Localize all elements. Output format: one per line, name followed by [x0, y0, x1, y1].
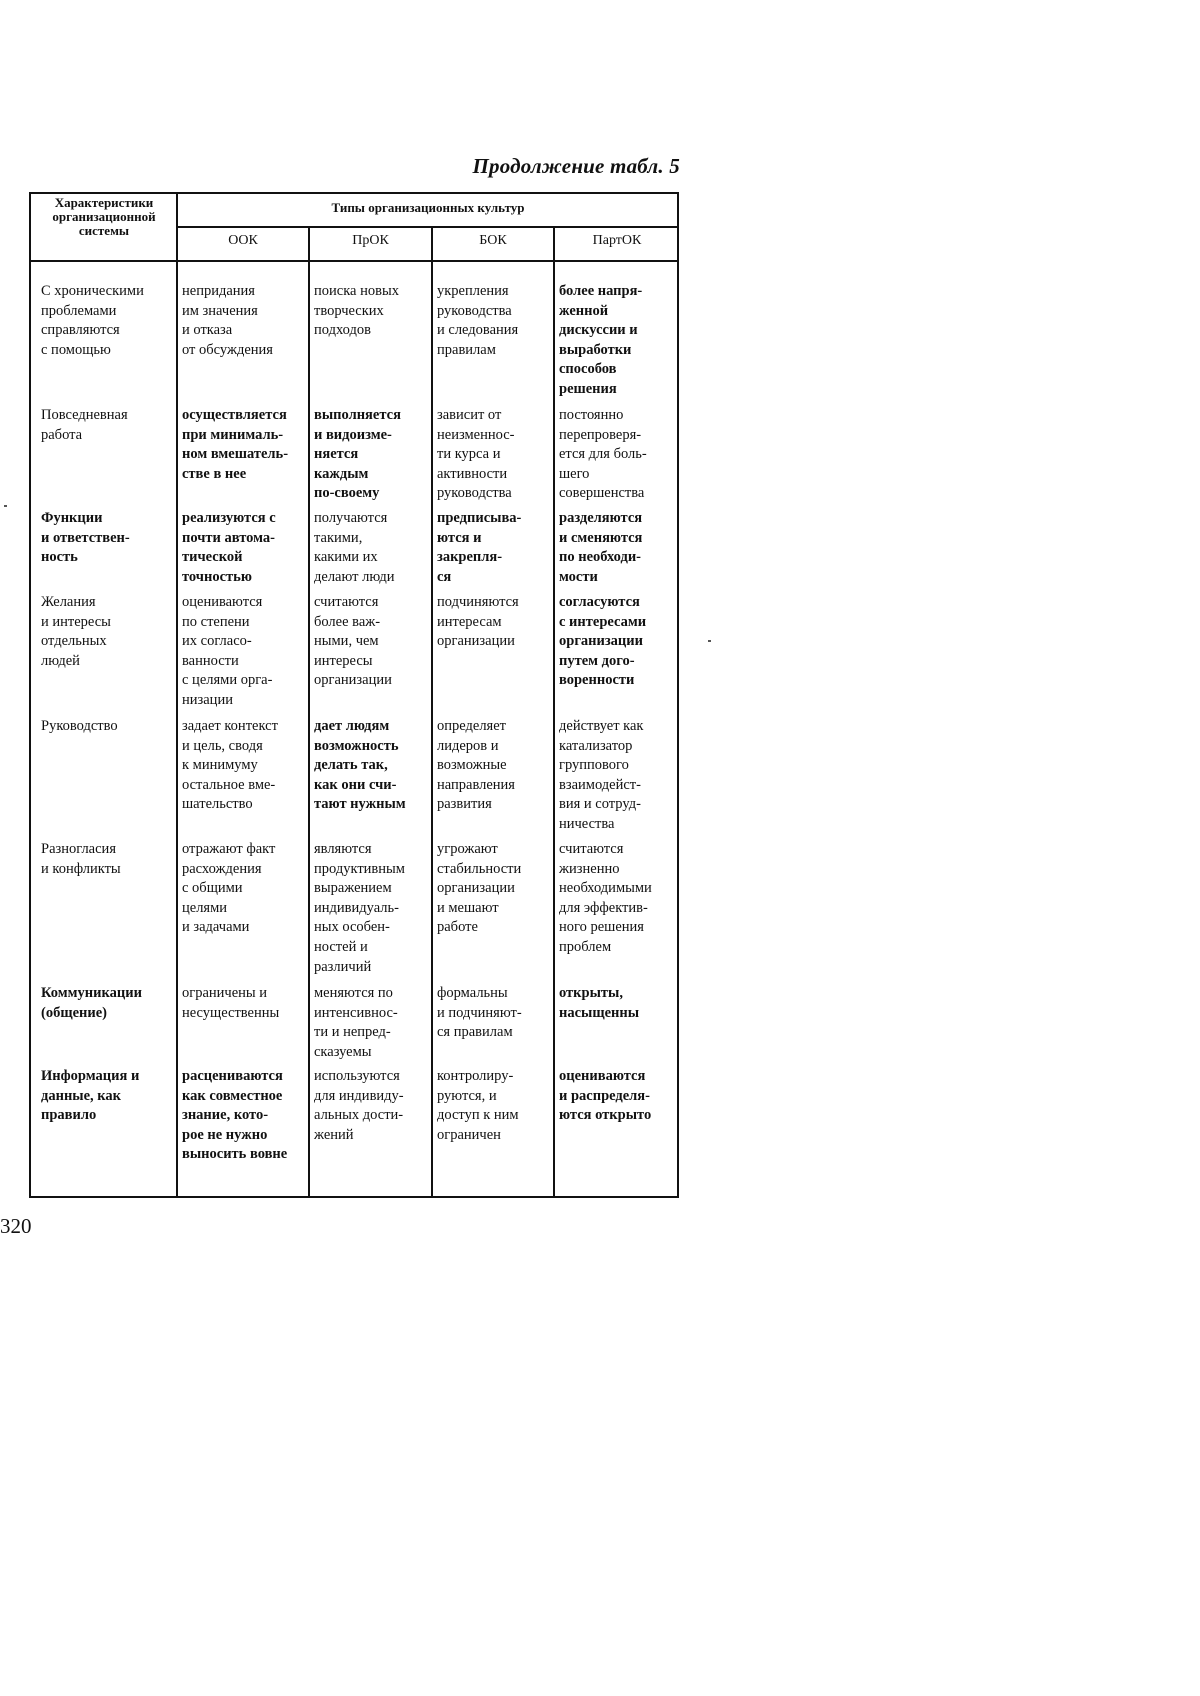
table-cell: угрожают стабильности организации и мешают работе [437, 841, 522, 936]
table-cell: дает людям возможность делать так, как они счи- тают нужным [314, 718, 406, 813]
row-label: Коммуникации (общение) [41, 985, 142, 1021]
table-cell: осуществляется при минималь- ном вмешатель- стве в нее [182, 407, 289, 482]
row-label: Функции и ответствен- ность [41, 510, 130, 566]
row-label: Разногласия и конфликты [41, 841, 121, 877]
culture-types-table [29, 192, 679, 1198]
table-cell: задает контекст и цель, сводя к минимуму остальное вме- шательство [182, 718, 278, 813]
column-header-prok: ПрОК [352, 233, 389, 248]
table-cell: получаются такими, какими их делают люди [314, 510, 395, 585]
table-cell: расцениваются как совместное знание, кото- рое не нужно выносить вовне [182, 1068, 288, 1163]
table-cell: зависит от неизменнос- ти курса и активности руководства [437, 407, 515, 502]
column-header-partok: ПартОК [592, 233, 642, 248]
table-cell: отражают факт расхождения с общими целями и задачами [182, 841, 276, 936]
row-label: Повседневная работа [41, 407, 128, 443]
table-cell: поиска новых творческих подходов [314, 283, 399, 339]
row-label: С хроническими проблемами справляются с помощью [41, 283, 144, 358]
column-header-bok: БОК [479, 233, 507, 248]
table-cell: оцениваются по степени их согласо- ванности с целями орга- низации [182, 594, 273, 708]
column-divider [431, 226, 433, 1196]
table-cell: более напря- женной дискуссии и выработки способов решения [559, 283, 643, 397]
table-cell: используются для индивиду- альных дости- жений [314, 1068, 404, 1143]
table-cell: формальны и подчиняют- ся правилам [437, 985, 522, 1041]
scan-speck [708, 640, 711, 642]
row-label: Руководство [41, 718, 118, 734]
table-cell: считаются более важ- ными, чем интересы организации [314, 594, 392, 689]
table-cell: укрепления руководства и следования правилам [437, 283, 519, 358]
table-cell: определяет лидеров и возможные направления развития [437, 718, 515, 813]
table-cell: открыты, насыщенны [559, 985, 640, 1021]
header-bottom-border [31, 260, 677, 262]
row-label: Информация и данные, как правило [41, 1068, 140, 1124]
table-cell: являются продуктивным выражением индивидуаль- ных особен- ностей и различий [314, 841, 405, 975]
table-cell: ограничены и несущественны [182, 985, 280, 1021]
column-header-ook: ООК [228, 233, 258, 248]
header-divider [176, 226, 677, 228]
table-cell: предписыва- ются и закрепля- ся [437, 510, 522, 585]
row-label: Желания и интересы отдельных людей [41, 594, 111, 669]
table-cell: согласуются с интересами организации путем дого- воренности [559, 594, 647, 689]
row-header: Характеристики организационной системы [52, 195, 156, 238]
table-caption: Продолжение табл. 5 [472, 154, 680, 178]
scan-speck [4, 505, 7, 507]
table-cell: выполняется и видоизме- няется каждым по-своему [314, 407, 401, 502]
table-cell: постоянно перепроверя- ется для боль- шего совершенства [559, 407, 647, 502]
table-cell: считаются жизненно необходимыми для эффектив- ного решения проблем [559, 841, 652, 955]
group-header: Типы организационных культур [331, 200, 525, 215]
table-cell: действует как катализатор группового взаимодейст- вия и сотруд- ничества [559, 718, 644, 832]
table-cell: оцениваются и распределя- ются открыто [559, 1068, 652, 1124]
table-cell: непридания им значения и отказа от обсуждения [182, 283, 273, 358]
table-cell: реализуются с почти автома- тической точностью [182, 510, 276, 585]
table-cell: меняются по интенсивнос- ти и непред- сказуемы [314, 985, 398, 1060]
table-cell: подчиняются интересам организации [437, 594, 519, 650]
page-number: 320 [0, 1214, 32, 1238]
table-cell: контролиру- руются, и доступ к ним ограничен [437, 1068, 519, 1143]
table-cell: разделяются и сменяются по необходи- мости [559, 510, 643, 585]
